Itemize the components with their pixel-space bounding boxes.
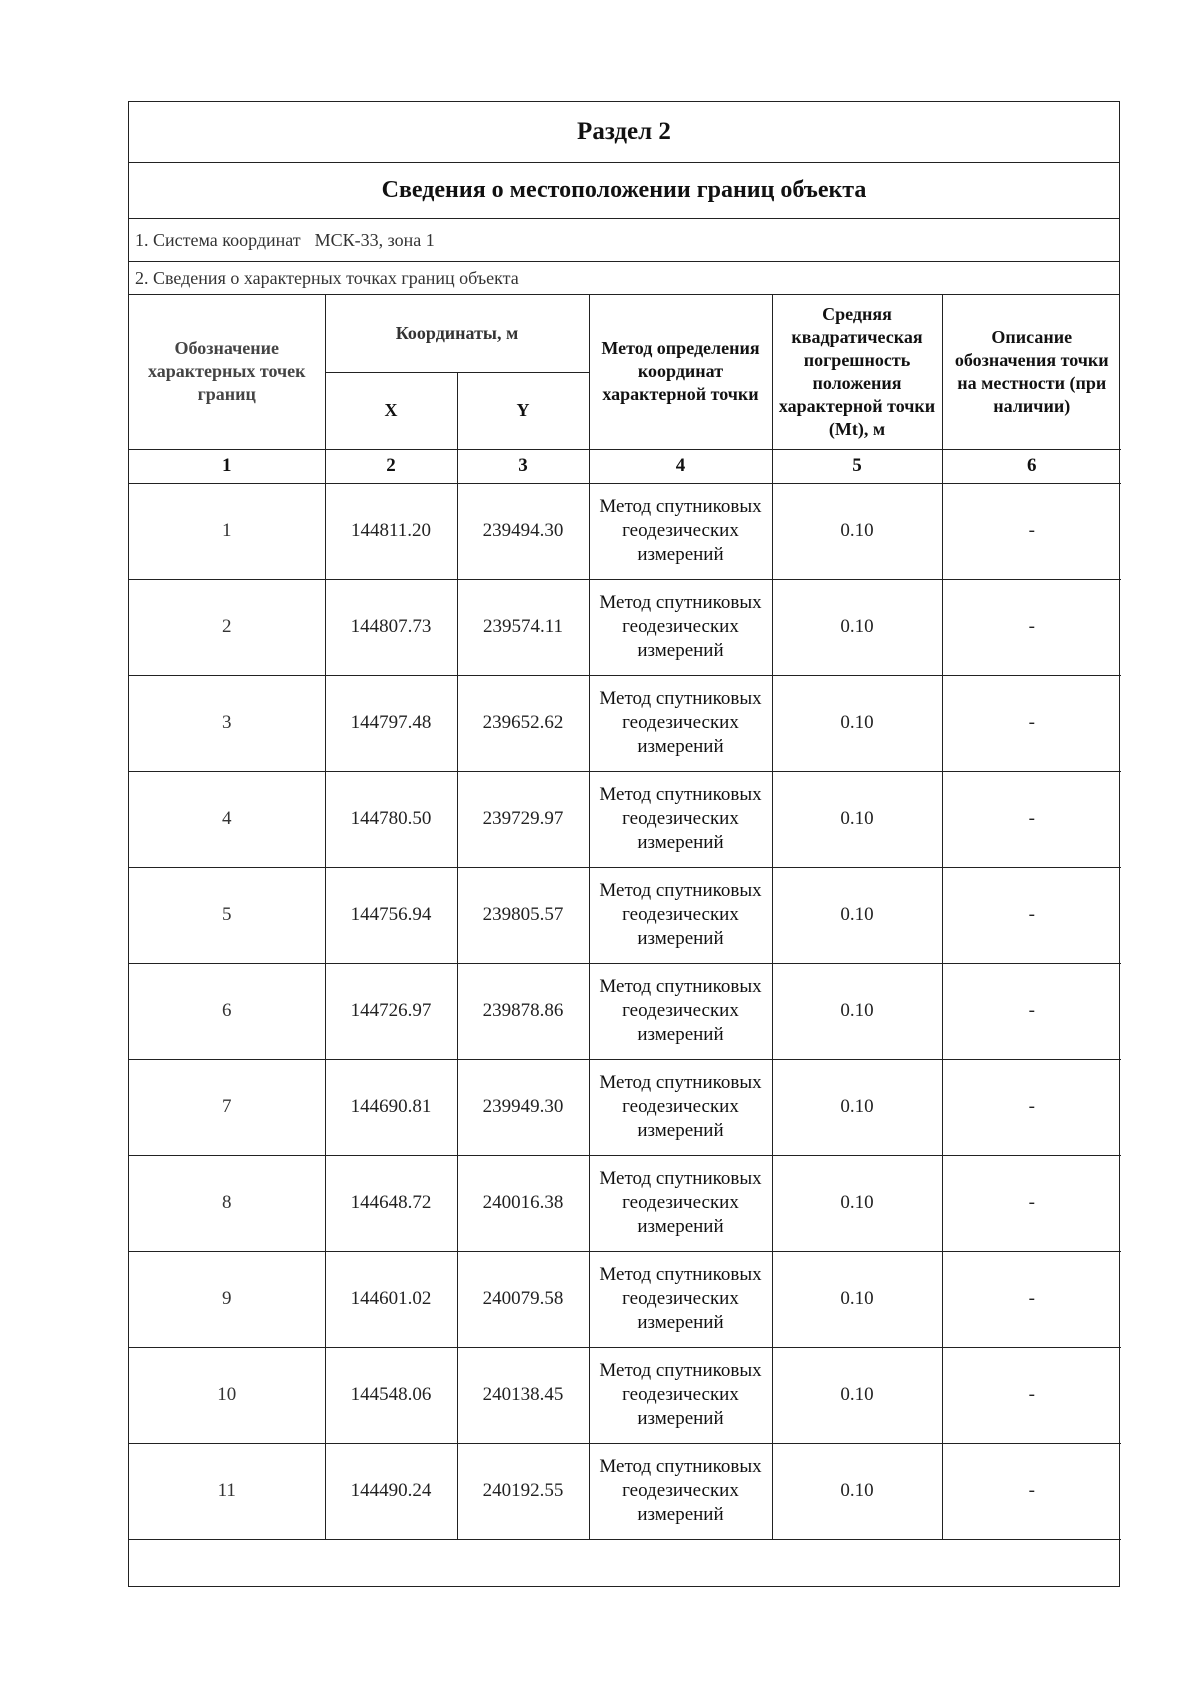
point-id: 3	[129, 675, 325, 771]
section-title: Раздел 2	[129, 102, 1119, 163]
table-row	[129, 1059, 1121, 1155]
point-accuracy: 0.10	[772, 1251, 942, 1347]
table-row	[129, 579, 1121, 675]
section-subtitle: Сведения о местоположении границ объекта	[129, 163, 1119, 219]
point-accuracy: 0.10	[772, 1347, 942, 1443]
table-row	[129, 1251, 1121, 1347]
point-id: 2	[129, 579, 325, 675]
point-accuracy: 0.10	[772, 1059, 942, 1155]
header-x: X	[325, 372, 457, 449]
column-numbers-row	[129, 449, 1121, 483]
point-description: -	[942, 675, 1121, 771]
point-accuracy: 0.10	[772, 1155, 942, 1251]
point-x: 144648.72	[325, 1155, 457, 1251]
point-y: 239574.11	[457, 579, 589, 675]
point-id: 7	[129, 1059, 325, 1155]
point-y: 240192.55	[457, 1443, 589, 1539]
point-accuracy: 0.10	[772, 771, 942, 867]
points-table	[129, 295, 1121, 1586]
point-description: -	[942, 771, 1121, 867]
point-x: 144490.24	[325, 1443, 457, 1539]
point-x: 144756.94	[325, 867, 457, 963]
point-id: 8	[129, 1155, 325, 1251]
point-accuracy: 0.10	[772, 579, 942, 675]
point-x: 144807.73	[325, 579, 457, 675]
column-number: 5	[772, 449, 942, 483]
points-info-label: 2. Сведения о характерных точках границ объекта	[129, 262, 1119, 295]
point-method: Метод спутниковых геодезических измерений	[589, 579, 772, 675]
point-description: -	[942, 1443, 1121, 1539]
table-row	[129, 867, 1121, 963]
header-y: Y	[457, 372, 589, 449]
point-method: Метод спутниковых геодезических измерений	[589, 483, 772, 579]
point-accuracy: 0.10	[772, 675, 942, 771]
point-x: 144811.20	[325, 483, 457, 579]
blank-cell	[129, 1539, 1121, 1586]
point-x: 144690.81	[325, 1059, 457, 1155]
point-id: 9	[129, 1251, 325, 1347]
point-id: 1	[129, 483, 325, 579]
point-x: 144780.50	[325, 771, 457, 867]
table-row	[129, 1155, 1121, 1251]
point-y: 239729.97	[457, 771, 589, 867]
document-sheet	[128, 101, 1120, 1587]
point-description: -	[942, 1251, 1121, 1347]
point-id: 6	[129, 963, 325, 1059]
point-y: 240079.58	[457, 1251, 589, 1347]
coord-system-value: МСК-33, зона 1	[314, 229, 435, 250]
point-method: Метод спутниковых геодезических измерений	[589, 771, 772, 867]
point-id: 4	[129, 771, 325, 867]
header-coordinates: Координаты, м	[325, 295, 589, 372]
point-y: 239805.57	[457, 867, 589, 963]
coord-system-row	[129, 219, 1119, 262]
point-accuracy: 0.10	[772, 867, 942, 963]
column-number: 3	[457, 449, 589, 483]
point-description: -	[942, 483, 1121, 579]
point-y: 240138.45	[457, 1347, 589, 1443]
point-method: Метод спутниковых геодезических измерений	[589, 1155, 772, 1251]
blank-row	[129, 1539, 1121, 1586]
point-x: 144797.48	[325, 675, 457, 771]
point-method: Метод спутниковых геодезических измерений	[589, 675, 772, 771]
point-y: 239878.86	[457, 963, 589, 1059]
point-description: -	[942, 1347, 1121, 1443]
point-accuracy: 0.10	[772, 483, 942, 579]
column-number: 1	[129, 449, 325, 483]
point-method: Метод спутниковых геодезических измерений	[589, 867, 772, 963]
point-description: -	[942, 1155, 1121, 1251]
point-id: 10	[129, 1347, 325, 1443]
point-description: -	[942, 579, 1121, 675]
point-y: 239949.30	[457, 1059, 589, 1155]
column-number: 6	[942, 449, 1121, 483]
point-accuracy: 0.10	[772, 963, 942, 1059]
point-method: Метод спутниковых геодезических измерений	[589, 1347, 772, 1443]
point-x: 144548.06	[325, 1347, 457, 1443]
point-method: Метод спутниковых геодезических измерений	[589, 1059, 772, 1155]
point-description: -	[942, 963, 1121, 1059]
table-row	[129, 675, 1121, 771]
point-id: 11	[129, 1443, 325, 1539]
header-method: Метод определения координат характерной точки	[589, 295, 772, 449]
table-row	[129, 771, 1121, 867]
point-id: 5	[129, 867, 325, 963]
point-y: 240016.38	[457, 1155, 589, 1251]
point-description: -	[942, 1059, 1121, 1155]
table-row	[129, 483, 1121, 579]
column-number: 2	[325, 449, 457, 483]
table-row	[129, 963, 1121, 1059]
header-designation: Обозначение характерных точек границ	[129, 295, 325, 449]
point-y: 239652.62	[457, 675, 589, 771]
coord-system-label: 1. Система координат	[135, 229, 301, 250]
point-x: 144726.97	[325, 963, 457, 1059]
point-method: Метод спутниковых геодезических измерений	[589, 1443, 772, 1539]
point-method: Метод спутниковых геодезических измерений	[589, 963, 772, 1059]
header-description: Описание обозначения точки на местности (при наличии)	[942, 295, 1121, 449]
point-y: 239494.30	[457, 483, 589, 579]
column-number: 4	[589, 449, 772, 483]
point-x: 144601.02	[325, 1251, 457, 1347]
header-accuracy: Средняя квадратическая погрешность положения характерной точки (Mt), м	[772, 295, 942, 449]
point-method: Метод спутниковых геодезических измерений	[589, 1251, 772, 1347]
table-row	[129, 1443, 1121, 1539]
point-accuracy: 0.10	[772, 1443, 942, 1539]
table-row	[129, 1347, 1121, 1443]
point-description: -	[942, 867, 1121, 963]
